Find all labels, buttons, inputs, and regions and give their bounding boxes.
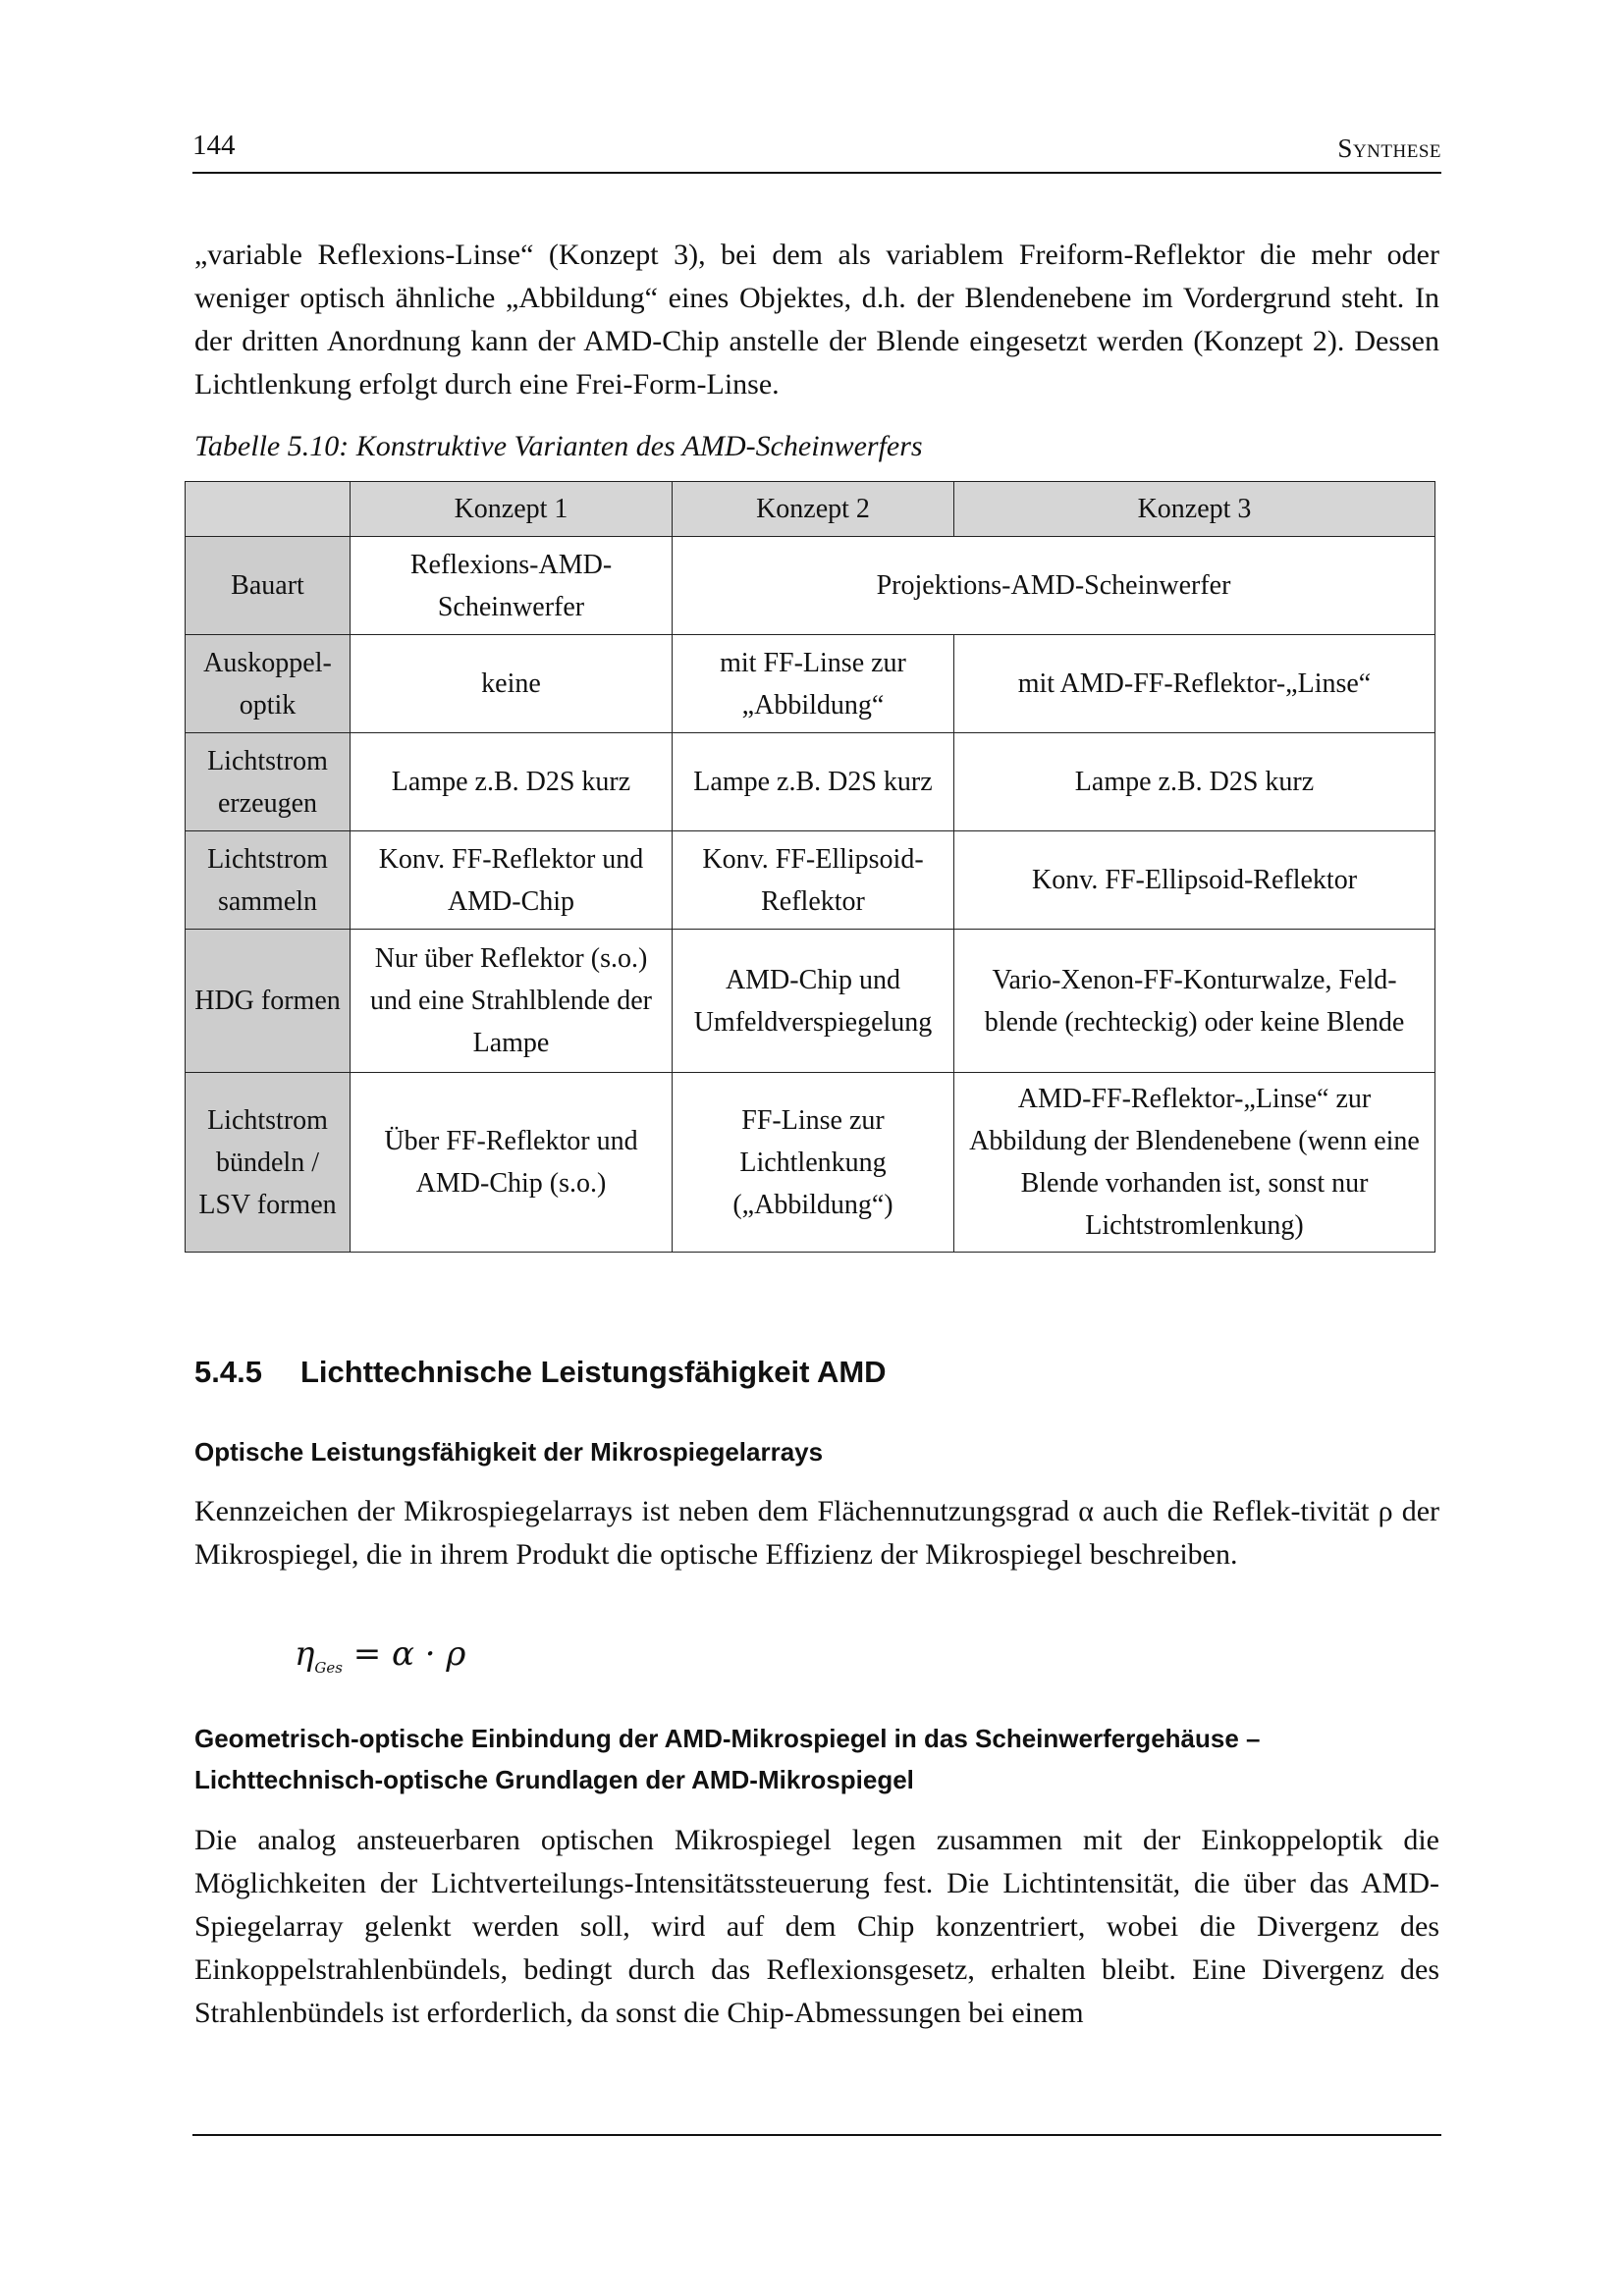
paragraph-efficiency: Kennzeichen der Mikrospiegelarrays ist neben dem Flächennutzungsgrad α auch die Reflek-tivität ρ der Mikrospiegel, die in ihrem Produkt die optische Effizienz der Mikrospiegel beschreiben. [194, 1495, 1439, 1571]
table-corner-cell [186, 482, 351, 537]
section-number: 5.4.5 [194, 1355, 262, 1389]
table-row [186, 1073, 1435, 1253]
variants-table [185, 481, 1435, 1253]
table-cell: Lampe z.B. D2S kurz [673, 733, 954, 831]
table-cell: AMD-FF-Reflektor-„Linse“ zur Abbildung der Blendenebene (wenn eine Blende vorhanden ist, sonst nur Lichtstromlenkung) [954, 1073, 1435, 1253]
row-label: Auskoppel-optik [186, 635, 351, 733]
subheading-geometric-integration: Geometrisch-optische Einbindung der AMD-Mikrospiegel in das Scheinwerfergehäuse – Lichttechnisch-optische Grundlagen der AMD-Mikrospiegel [194, 1724, 1261, 1794]
table-cell: Konv. FF-Reflektor und AMD-Chip [351, 831, 673, 930]
table-cell: Über FF-Reflektor und AMD-Chip (s.o.) [351, 1073, 673, 1253]
column-header-konzept-1: Konzept 1 [351, 482, 673, 537]
column-header-konzept-2: Konzept 2 [673, 482, 954, 537]
table-cell-merged: Projektions-AMD-Scheinwerfer [673, 537, 1435, 635]
row-label: Lichtstrom bündeln / LSV formen [186, 1073, 351, 1253]
section-heading [194, 1355, 887, 1390]
table-cell: mit FF-Linse zur „Abbildung“ [673, 635, 954, 733]
header-rule [192, 172, 1441, 174]
table-cell: mit AMD-FF-Reflektor-„Linse“ [954, 635, 1435, 733]
table-cell: Vario-Xenon-FF-Konturwalze, Feld-blende (rechteckig) oder keine Blende [954, 930, 1435, 1073]
table-cell: Lampe z.B. D2S kurz [954, 733, 1435, 831]
subheading-mikrospiegelarrays: Optische Leistungsfähigkeit der Mikrospiegelarrays [194, 1437, 824, 1467]
paragraph-micromirrors: Die analog ansteuerbaren optischen Mikrospiegel legen zusammen mit der Einkoppeloptik die Möglichkeiten der Lichtverteilungs-Intensitätssteuerung fest. Die Lichtintensität, die über das AMD-Spiegelarray gelenkt werden soll, wird auf dem Chip konzentriert, wobei die Divergenz des Einkoppelstrahlenbündels, bedingt durch das Reflexionsgesetz, erhalten bleibt. Eine Divergenz des Strahlenbündels ist erforderlich, da sonst die Chip-Abmessungen bei einem [194, 1824, 1439, 2029]
table-cell: keine [351, 635, 673, 733]
formula-lhs: η [295, 1634, 315, 1674]
intro-paragraph: „variable Reflexions-Linse“ (Konzept 3), bei dem als variablem Freiform-Reflektor die mehr oder weniger optisch ähnliche „Abbildung“ eines Objektes, d.h. der Blendenebene im Vordergrund steht. In der dritten Anordnung kann der AMD-Chip anstelle der Blende eingesetzt werden (Konzept 2). Dessen Lichtlenkung erfolgt durch eine Frei-Form-Linse. [194, 239, 1439, 400]
table-caption: Tabelle 5.10: Konstruktive Varianten des AMD-Scheinwerfers [194, 430, 923, 462]
table-cell: Konv. FF-Ellipsoid-Reflektor [673, 831, 954, 930]
row-label: Lichtstrom erzeugen [186, 733, 351, 831]
table-cell: Konv. FF-Ellipsoid-Reflektor [954, 831, 1435, 930]
row-label: Lichtstrom sammeln [186, 831, 351, 930]
table-cell: Reflexions-AMD-Scheinwerfer [351, 537, 673, 635]
table-row [186, 930, 1435, 1073]
running-title: Synthese [1337, 133, 1441, 163]
table-row [186, 733, 1435, 831]
table-row [186, 831, 1435, 930]
formula-rhs: = α · ρ [342, 1634, 466, 1674]
table-cell: FF-Linse zur Lichtlenkung („Abbildung“) [673, 1073, 954, 1253]
table-row [186, 537, 1435, 635]
column-header-konzept-3: Konzept 3 [954, 482, 1435, 537]
formula-subscript: Ges [314, 1658, 343, 1677]
footer-rule [192, 2134, 1441, 2136]
row-label: Bauart [186, 537, 351, 635]
table-cell: Nur über Reflektor (s.o.) und eine Strahlblende der Lampe [351, 930, 673, 1073]
page-header [192, 130, 1441, 173]
table-header-row [186, 482, 1435, 537]
page-number: 144 [192, 130, 236, 161]
section-title: Lichttechnische Leistungsfähigkeit AMD [300, 1355, 887, 1389]
table-cell: Lampe z.B. D2S kurz [351, 733, 673, 831]
table-cell: AMD-Chip und Umfeldverspiegelung [673, 930, 954, 1073]
row-label: HDG formen [186, 930, 351, 1073]
efficiency-formula [295, 1634, 465, 1677]
table-row [186, 635, 1435, 733]
